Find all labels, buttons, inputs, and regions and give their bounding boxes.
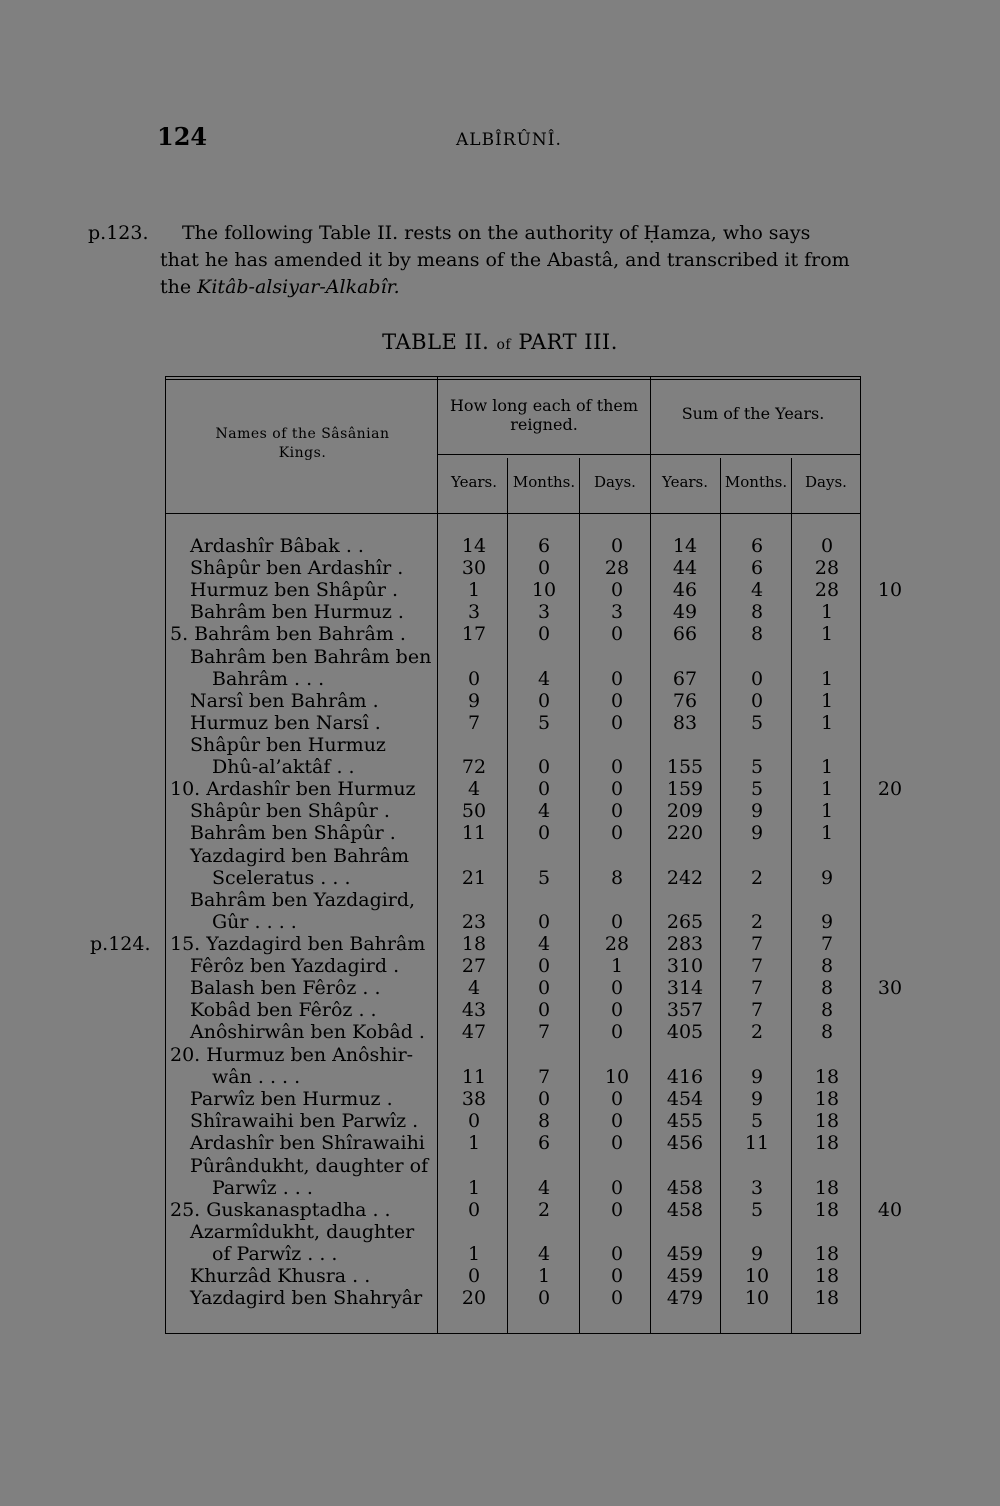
subhead-years-2: Years. xyxy=(661,473,709,491)
table-top-rule-2 xyxy=(165,379,861,380)
table-row xyxy=(0,1265,1000,1287)
header-reigned-line2: reigned. xyxy=(510,415,578,434)
king-name: 25. Guskanasptadha . . xyxy=(170,1199,391,1221)
header-bottom-rule xyxy=(165,513,861,514)
table-row xyxy=(0,623,1000,645)
table-row xyxy=(0,712,1000,734)
table-row xyxy=(0,1066,1000,1088)
subhead-days-2: Days. xyxy=(805,473,847,491)
sum-months: 0 xyxy=(750,690,764,712)
king-name: Anôshirwân ben Kobâd . xyxy=(190,1021,425,1043)
sum-years: 44 xyxy=(672,557,698,579)
margin-note-p123: p.123. xyxy=(88,222,149,244)
sum-days: 18 xyxy=(814,1132,840,1154)
sum-months: 9 xyxy=(750,1088,764,1110)
reign-years: 1 xyxy=(467,1132,481,1154)
table-row xyxy=(0,1221,1000,1243)
table-row xyxy=(0,1287,1000,1309)
sum-months: 7 xyxy=(750,977,764,999)
sum-days: 8 xyxy=(820,999,834,1021)
king-name: Balash ben Fêrôz . . xyxy=(190,977,381,999)
sum-years: 456 xyxy=(666,1132,704,1154)
sum-months: 3 xyxy=(750,1177,764,1199)
reign-months: 0 xyxy=(537,756,551,778)
reign-months: 10 xyxy=(531,579,557,601)
reign-years: 14 xyxy=(461,535,487,557)
sum-months: 9 xyxy=(750,822,764,844)
king-name: Bahrâm ben Shâpûr . xyxy=(190,822,396,844)
king-name: Shâpûr ben Ardashîr . xyxy=(190,557,404,579)
sum-days: 18 xyxy=(814,1088,840,1110)
reign-years: 0 xyxy=(467,1199,481,1221)
table-row xyxy=(0,977,1000,999)
table-row xyxy=(0,756,1000,778)
reign-years: 18 xyxy=(461,933,487,955)
sum-months: 5 xyxy=(750,756,764,778)
reign-days: 0 xyxy=(610,579,624,601)
reign-months: 4 xyxy=(537,933,551,955)
table-row xyxy=(0,1110,1000,1132)
sum-years: 459 xyxy=(666,1265,704,1287)
reign-years: 7 xyxy=(467,712,481,734)
line-count-margin: 20 xyxy=(877,778,903,800)
table-row xyxy=(0,1243,1000,1265)
reign-days: 0 xyxy=(610,977,624,999)
sum-years: 220 xyxy=(666,822,704,844)
reign-days: 0 xyxy=(610,778,624,800)
reign-days: 0 xyxy=(610,1021,624,1043)
header-names-line1: Names of the Sâsânian xyxy=(215,426,390,442)
king-name: 5. Bahrâm ben Bahrâm . xyxy=(170,623,406,645)
header-reigned-line1: How long each of them xyxy=(449,396,639,415)
king-name: Shîrawaihi ben Parwîz . xyxy=(190,1110,419,1132)
reign-years: 20 xyxy=(461,1287,487,1309)
table-row xyxy=(0,1021,1000,1043)
sum-years: 209 xyxy=(666,800,704,822)
reign-days: 0 xyxy=(610,800,624,822)
intro-line-3-prefix: the xyxy=(160,276,198,298)
reign-years: 72 xyxy=(461,756,487,778)
sum-days: 1 xyxy=(820,800,834,822)
table-top-rule xyxy=(165,376,861,377)
reign-months: 0 xyxy=(537,623,551,645)
page-number: 124 xyxy=(157,122,208,151)
header-mid-rule xyxy=(438,454,860,455)
sum-days: 1 xyxy=(820,822,834,844)
reign-months: 5 xyxy=(537,867,551,889)
reign-months: 6 xyxy=(537,1132,551,1154)
sum-years: 46 xyxy=(672,579,698,601)
king-name: Gûr . . . . xyxy=(212,911,297,933)
reign-months: 0 xyxy=(537,1287,551,1309)
sum-years: 265 xyxy=(666,911,704,933)
king-name: 15. Yazdagird ben Bahrâm xyxy=(170,933,426,955)
sum-days: 1 xyxy=(820,601,834,623)
table-title xyxy=(0,330,1000,354)
table-row xyxy=(0,557,1000,579)
sum-months: 11 xyxy=(744,1132,770,1154)
reign-months: 7 xyxy=(537,1021,551,1043)
header-reigned xyxy=(440,396,648,434)
subhead-months-1: Months. xyxy=(512,473,576,491)
king-name: Pûrândukht, daughter of xyxy=(190,1155,429,1177)
reign-months: 1 xyxy=(537,1265,551,1287)
sum-years: 310 xyxy=(666,955,704,977)
sum-days: 18 xyxy=(814,1287,840,1309)
sum-months: 9 xyxy=(750,800,764,822)
sum-years: 455 xyxy=(666,1110,704,1132)
table-row xyxy=(0,734,1000,756)
table-row xyxy=(0,845,1000,867)
sum-days: 9 xyxy=(820,911,834,933)
reign-months: 0 xyxy=(537,1088,551,1110)
sum-days: 18 xyxy=(814,1265,840,1287)
reign-years: 1 xyxy=(467,1177,481,1199)
sum-years: 76 xyxy=(672,690,698,712)
reign-days: 28 xyxy=(604,933,630,955)
sum-years: 459 xyxy=(666,1243,704,1265)
reign-months: 0 xyxy=(537,778,551,800)
table-row xyxy=(0,1088,1000,1110)
king-name: Hurmuz ben Shâpûr . xyxy=(190,579,399,601)
sum-years: 357 xyxy=(666,999,704,1021)
sum-years: 83 xyxy=(672,712,698,734)
reign-days: 0 xyxy=(610,1243,624,1265)
intro-line-1: The following Table II. rests on the authority of Ḥamza, who says xyxy=(182,222,811,244)
table-row xyxy=(0,601,1000,623)
king-name: Yazdagird ben Bahrâm xyxy=(190,845,410,867)
sum-months: 5 xyxy=(750,1110,764,1132)
reign-years: 17 xyxy=(461,623,487,645)
table-title-part1: TABLE II. xyxy=(382,330,490,354)
sum-years: 49 xyxy=(672,601,698,623)
table-row xyxy=(0,800,1000,822)
reign-years: 38 xyxy=(461,1088,487,1110)
intro-line-2: that he has amended it by means of the Abastâ, and transcribed it from xyxy=(160,249,850,271)
king-name: Dhû-al’aktâf . . xyxy=(212,756,355,778)
king-name: wân . . . . xyxy=(212,1066,301,1088)
sum-months: 7 xyxy=(750,955,764,977)
table-row xyxy=(0,690,1000,712)
sum-months: 5 xyxy=(750,778,764,800)
king-name: of Parwîz . . . xyxy=(212,1243,338,1265)
sum-years: 66 xyxy=(672,623,698,645)
sum-months: 4 xyxy=(750,579,764,601)
table-row xyxy=(0,1132,1000,1154)
king-name: Bahrâm ben Bahrâm ben xyxy=(190,646,432,668)
king-name: Ardashîr ben Shîrawaihi xyxy=(190,1132,425,1154)
sum-days: 1 xyxy=(820,778,834,800)
king-name: Bahrâm ben Hurmuz . xyxy=(190,601,404,623)
table-row xyxy=(0,1199,1000,1221)
reign-days: 28 xyxy=(604,557,630,579)
sum-months: 7 xyxy=(750,933,764,955)
table-row xyxy=(0,955,1000,977)
reign-months: 6 xyxy=(537,535,551,557)
sum-years: 458 xyxy=(666,1177,704,1199)
sum-months: 6 xyxy=(750,557,764,579)
reign-months: 3 xyxy=(537,601,551,623)
reign-months: 5 xyxy=(537,712,551,734)
sum-days: 0 xyxy=(820,535,834,557)
sum-years: 155 xyxy=(666,756,704,778)
reign-days: 0 xyxy=(610,1177,624,1199)
sum-years: 67 xyxy=(672,668,698,690)
line-count-margin: 30 xyxy=(877,977,903,999)
king-name: Ardashîr Bâbak . . xyxy=(190,535,364,557)
reign-years: 23 xyxy=(461,911,487,933)
king-name: Yazdagird ben Shahryâr xyxy=(190,1287,423,1309)
table-row xyxy=(0,579,1000,601)
king-name: Fêrôz ben Yazdagird . xyxy=(190,955,400,977)
reign-years: 27 xyxy=(461,955,487,977)
table-row xyxy=(0,889,1000,911)
reign-months: 2 xyxy=(537,1199,551,1221)
king-name: Parwîz . . . xyxy=(212,1177,313,1199)
header-sum: Sum of the Years. xyxy=(681,404,825,423)
sum-days: 18 xyxy=(814,1243,840,1265)
reign-years: 0 xyxy=(467,1265,481,1287)
table-row xyxy=(0,646,1000,668)
reign-months: 0 xyxy=(537,911,551,933)
header-names-line2: Kings. xyxy=(278,445,327,461)
reign-years: 0 xyxy=(467,1110,481,1132)
sum-years: 416 xyxy=(666,1066,704,1088)
table-bottom-rule xyxy=(165,1333,861,1334)
reign-months: 0 xyxy=(537,955,551,977)
subhead-months-2: Months. xyxy=(724,473,788,491)
sum-days: 1 xyxy=(820,756,834,778)
king-name: Hurmuz ben Narsî . xyxy=(190,712,381,734)
sum-days: 9 xyxy=(820,867,834,889)
sum-months: 9 xyxy=(750,1066,764,1088)
sum-years: 458 xyxy=(666,1199,704,1221)
reign-days: 0 xyxy=(610,712,624,734)
reign-days: 0 xyxy=(610,999,624,1021)
reign-months: 0 xyxy=(537,690,551,712)
reign-days: 0 xyxy=(610,1265,624,1287)
reign-days: 0 xyxy=(610,822,624,844)
sum-days: 18 xyxy=(814,1110,840,1132)
reign-days: 0 xyxy=(610,1199,624,1221)
sum-months: 5 xyxy=(750,1199,764,1221)
margin-note-p124: p.124. xyxy=(90,933,151,955)
king-name: Bahrâm ben Yazdagird, xyxy=(190,889,416,911)
book-title: Kitâb-alsiyar-Alkabîr. xyxy=(197,276,400,298)
sum-days: 28 xyxy=(814,557,840,579)
table-row xyxy=(0,911,1000,933)
sum-days: 28 xyxy=(814,579,840,601)
table-row xyxy=(0,1177,1000,1199)
subhead-years-1: Years. xyxy=(450,473,498,491)
king-name: 20. Hurmuz ben Anôshir- xyxy=(170,1044,414,1066)
sum-years: 479 xyxy=(666,1287,704,1309)
sum-years: 454 xyxy=(666,1088,704,1110)
reign-months: 7 xyxy=(537,1066,551,1088)
sum-months: 5 xyxy=(750,712,764,734)
reign-months: 0 xyxy=(537,977,551,999)
table-row xyxy=(0,1155,1000,1177)
sum-months: 9 xyxy=(750,1243,764,1265)
table-title-of: of xyxy=(496,337,512,353)
line-count-margin: 40 xyxy=(877,1199,903,1221)
reign-years: 4 xyxy=(467,977,481,999)
reign-days: 0 xyxy=(610,1132,624,1154)
king-name: Shâpûr ben Shâpûr . xyxy=(190,800,390,822)
table-row xyxy=(0,822,1000,844)
sum-months: 8 xyxy=(750,623,764,645)
reign-months: 4 xyxy=(537,800,551,822)
sum-years: 242 xyxy=(666,867,704,889)
reign-years: 11 xyxy=(461,1066,487,1088)
reign-days: 3 xyxy=(610,601,624,623)
reign-days: 0 xyxy=(610,668,624,690)
reign-days: 8 xyxy=(610,867,624,889)
table-row xyxy=(0,933,1000,955)
king-name: Sceleratus . . . xyxy=(212,867,351,889)
sum-days: 18 xyxy=(814,1177,840,1199)
reign-months: 8 xyxy=(537,1110,551,1132)
sum-months: 10 xyxy=(744,1265,770,1287)
king-name: Kobâd ben Fêrôz . . xyxy=(190,999,377,1021)
reign-days: 1 xyxy=(610,955,624,977)
reign-months: 4 xyxy=(537,1177,551,1199)
reign-months: 4 xyxy=(537,668,551,690)
reign-years: 47 xyxy=(461,1021,487,1043)
table-row xyxy=(0,778,1000,800)
sum-days: 1 xyxy=(820,623,834,645)
king-name: 10. Ardashîr ben Hurmuz xyxy=(170,778,416,800)
sum-months: 2 xyxy=(750,867,764,889)
reign-days: 10 xyxy=(604,1066,630,1088)
reign-years: 50 xyxy=(461,800,487,822)
sum-days: 1 xyxy=(820,690,834,712)
sum-days: 1 xyxy=(820,712,834,734)
sum-days: 7 xyxy=(820,933,834,955)
intro-line-3 xyxy=(160,274,860,301)
king-name: Narsî ben Bahrâm . xyxy=(190,690,379,712)
reign-years: 30 xyxy=(461,557,487,579)
sum-months: 8 xyxy=(750,601,764,623)
sum-years: 314 xyxy=(666,977,704,999)
reign-years: 43 xyxy=(461,999,487,1021)
sum-days: 1 xyxy=(820,668,834,690)
running-head: ALBÎRÛNÎ. xyxy=(456,130,562,150)
table-row xyxy=(0,1044,1000,1066)
reign-years: 21 xyxy=(461,867,487,889)
reign-years: 4 xyxy=(467,778,481,800)
reign-years: 9 xyxy=(467,690,481,712)
reign-months: 0 xyxy=(537,557,551,579)
sum-days: 8 xyxy=(820,955,834,977)
table-row xyxy=(0,668,1000,690)
reign-days: 0 xyxy=(610,1110,624,1132)
reign-months: 0 xyxy=(537,999,551,1021)
sum-days: 18 xyxy=(814,1199,840,1221)
sum-months: 0 xyxy=(750,668,764,690)
reign-months: 0 xyxy=(537,822,551,844)
reign-days: 0 xyxy=(610,1287,624,1309)
sum-months: 2 xyxy=(750,911,764,933)
reign-days: 0 xyxy=(610,535,624,557)
sum-years: 159 xyxy=(666,778,704,800)
reign-years: 3 xyxy=(467,601,481,623)
king-name: Azarmîdukht, daughter xyxy=(190,1221,415,1243)
sum-years: 283 xyxy=(666,933,704,955)
king-name: Khurzâd Khusra . . xyxy=(190,1265,371,1287)
sum-days: 8 xyxy=(820,977,834,999)
reign-years: 11 xyxy=(461,822,487,844)
king-name: Shâpûr ben Hurmuz xyxy=(190,734,386,756)
reign-days: 0 xyxy=(610,756,624,778)
table-row xyxy=(0,535,1000,557)
sum-days: 8 xyxy=(820,1021,834,1043)
reign-days: 0 xyxy=(610,690,624,712)
header-names xyxy=(180,425,425,463)
reign-years: 1 xyxy=(467,1243,481,1265)
reign-years: 0 xyxy=(467,668,481,690)
reign-days: 0 xyxy=(610,1088,624,1110)
table-row xyxy=(0,999,1000,1021)
sum-months: 2 xyxy=(750,1021,764,1043)
reign-days: 0 xyxy=(610,623,624,645)
sum-years: 405 xyxy=(666,1021,704,1043)
reign-months: 4 xyxy=(537,1243,551,1265)
sum-years: 14 xyxy=(672,535,698,557)
king-name: Parwîz ben Hurmuz . xyxy=(190,1088,393,1110)
table-title-part3: PART III. xyxy=(518,330,618,354)
table-row xyxy=(0,867,1000,889)
reign-days: 0 xyxy=(610,911,624,933)
sum-months: 6 xyxy=(750,535,764,557)
sum-months: 10 xyxy=(744,1287,770,1309)
subhead-days-1: Days. xyxy=(594,473,636,491)
line-count-margin: 10 xyxy=(877,579,903,601)
king-name: Bahrâm . . . xyxy=(212,668,325,690)
sum-months: 7 xyxy=(750,999,764,1021)
sum-days: 18 xyxy=(814,1066,840,1088)
intro-paragraph xyxy=(160,220,860,301)
reign-years: 1 xyxy=(467,579,481,601)
